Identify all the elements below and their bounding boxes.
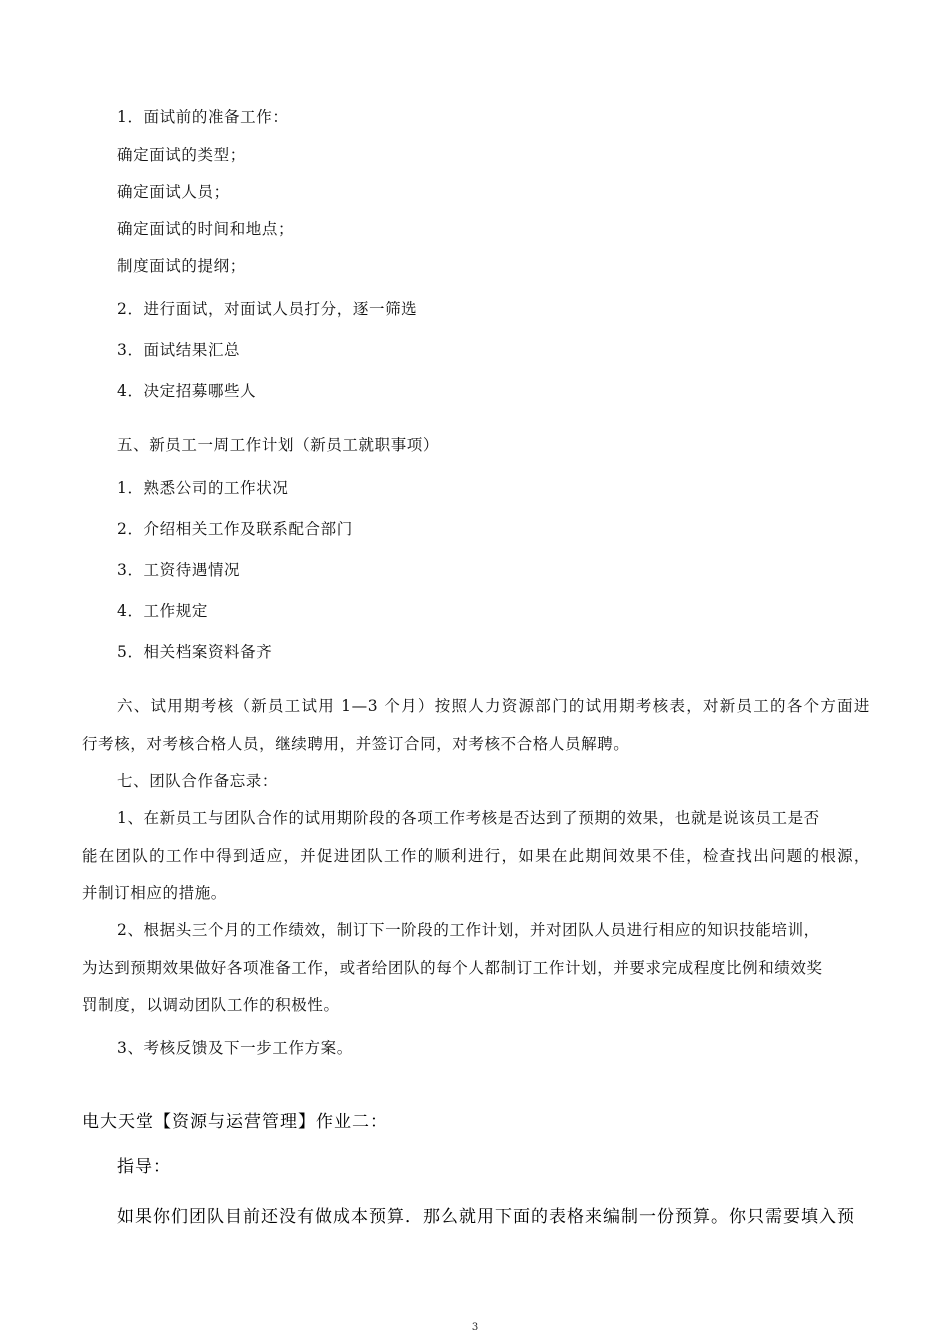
text-line: 1．熟悉公司的工作状况 — [117, 479, 289, 497]
assignment-title: 电大天堂【资源与运营管理】作业二： — [82, 1112, 388, 1132]
text-line: 罚制度，以调动团队工作的积极性。 — [82, 996, 340, 1014]
text-line: 为达到预期效果做好各项准备工作，或者给团队的每个人都制订工作计划，并要求完成程度比例和绩效奖 — [82, 959, 823, 977]
instruction-text: 如果你们团队目前还没有做成本预算．那么就用下面的表格来编制一份预算。你只需要填入预 — [117, 1207, 855, 1227]
text-line: 1、在新员工与团队合作的试用期阶段的各项工作考核是否达到了预期的效果，也就是说该员工是否 — [117, 809, 820, 827]
text-line: 确定面试人员； — [117, 183, 230, 201]
text-line: 3．工资待遇情况 — [117, 561, 241, 579]
text-line: 3．面试结果汇总 — [117, 341, 241, 359]
text-line: 行考核，对考核合格人员，继续聘用，并签订合同，对考核不合格人员解聘。 — [82, 735, 630, 753]
text-line: 2．介绍相关工作及联系配合部门 — [117, 520, 353, 538]
text-line: 5．相关档案资料备齐 — [117, 643, 273, 661]
page-number: 3 — [471, 1322, 479, 1333]
section-heading: 七、团队合作备忘录： — [117, 772, 279, 790]
text-line: 4．决定招募哪些人 — [117, 382, 257, 400]
text-line: 2、根据头三个月的工作绩效，制订下一阶段的工作计划，并对团队人员进行相应的知识技能培训， — [117, 921, 820, 939]
text-line: 能在团队的工作中得到适应，并促进团队工作的顺利进行，如果在此期间效果不佳，检查找出问题的根源， — [82, 847, 870, 865]
text-line: 六、试用期考核（新员工试用 1—3 个月）按照人力资源部门的试用期考核表，对新员工的各个方面进 — [117, 697, 870, 715]
text-line: 4．工作规定 — [117, 602, 208, 620]
text-line: 3、考核反馈及下一步工作方案。 — [117, 1039, 353, 1057]
text-line: 2．进行面试，对面试人员打分，逐一筛选 — [117, 300, 418, 318]
section-heading: 五、新员工一周工作计划（新员工就职事项） — [117, 436, 440, 454]
text-line: 确定面试的类型； — [117, 146, 246, 164]
text-line: 1．面试前的准备工作： — [117, 108, 289, 126]
text-line: 并制订相应的措施。 — [82, 884, 227, 902]
guidance-label: 指导： — [117, 1157, 171, 1177]
text-line: 制度面试的提纲； — [117, 257, 246, 275]
text-line: 确定面试的时间和地点； — [117, 220, 295, 238]
